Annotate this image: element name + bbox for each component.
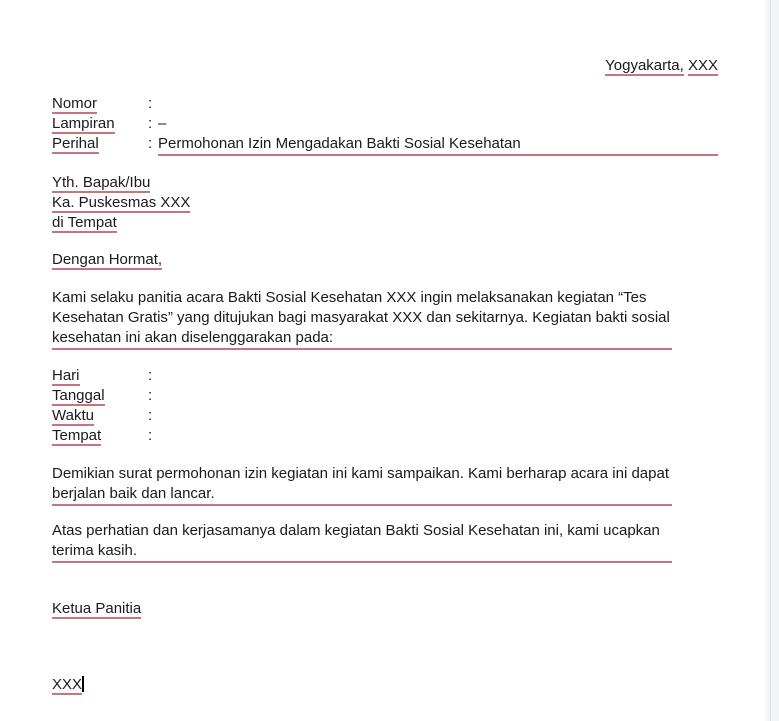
reference-label-perihal: Perihal — [52, 135, 99, 152]
addressee-block[interactable] — [52, 173, 718, 233]
date-line[interactable] — [52, 56, 718, 76]
addressee-line-2-text: Ka. Puskesmas XXX — [52, 194, 191, 211]
detail-separator-waktu: : — [148, 407, 153, 424]
detail-separator-tempat: : — [148, 427, 153, 444]
detail-row-hari[interactable] — [52, 366, 718, 386]
reference-separator-perihal: : — [148, 135, 153, 152]
salutation-text: Dengan Hormat, — [52, 251, 163, 268]
date-line-city: Yogyakarta, — [605, 57, 684, 74]
page-right-edge — [762, 0, 770, 721]
body-paragraph-block[interactable] — [52, 288, 675, 350]
date-line-date: XXX — [687, 57, 718, 74]
detail-separator-tanggal: : — [148, 387, 153, 404]
salutation-block[interactable] — [52, 250, 718, 270]
detail-separator-hari: : — [148, 367, 153, 384]
signature-name-block[interactable] — [52, 675, 718, 695]
reference-row-perihal[interactable] — [52, 134, 718, 156]
signature-title-block[interactable] — [52, 599, 718, 619]
closing-paragraph-1-block[interactable] — [52, 464, 672, 506]
addressee-line-2[interactable] — [52, 193, 718, 213]
addressee-line-3[interactable] — [52, 213, 718, 233]
detail-label-tanggal: Tanggal — [52, 387, 105, 404]
reference-value-perihal[interactable]: Permohonan Izin Mengadakan Bakti Sosial Kesehatan — [158, 134, 718, 156]
detail-row-tempat[interactable] — [52, 426, 718, 446]
detail-value-waktu[interactable] — [158, 406, 718, 426]
detail-row-waktu[interactable] — [52, 406, 718, 426]
signature-name-text: XXX — [52, 676, 83, 693]
addressee-line-1[interactable] — [52, 173, 718, 193]
reference-label-nomor: Nomor — [52, 95, 98, 112]
detail-value-hari[interactable] — [158, 366, 718, 386]
reference-row-lampiran[interactable] — [52, 114, 718, 134]
addressee-line-3-text: di Tempat — [52, 214, 117, 231]
reference-separator-nomor: : — [148, 95, 153, 112]
reference-label-lampiran: Lampiran — [52, 115, 115, 132]
signature-title-line[interactable] — [52, 599, 718, 619]
event-details-block[interactable] — [52, 366, 718, 446]
detail-label-hari: Hari — [52, 367, 80, 384]
body-paragraph[interactable]: Kami selaku panitia acara Bakti Sosial Kesehatan XXX ingin melaksanakan kegiatan “Tes Kesehatan Gratis” yang ditujukan bagi masyarakat XXX dan sekitarnya. Kegiatan bakti sosial kesehatan ini akan diselenggarakan pada: — [52, 288, 672, 350]
reference-separator-lampiran: : — [148, 115, 153, 132]
reference-block[interactable] — [52, 94, 718, 156]
text-caret — [82, 676, 84, 692]
signature-name-line[interactable] — [52, 675, 718, 695]
reference-row-nomor[interactable] — [52, 94, 718, 114]
detail-label-tempat: Tempat — [52, 427, 102, 444]
detail-label-waktu: Waktu — [52, 407, 94, 424]
closing-paragraph-2-block[interactable] — [52, 521, 672, 563]
addressee-line-1-text: Yth. Bapak/Ibu — [52, 174, 151, 191]
reference-value-nomor[interactable] — [158, 94, 718, 114]
reference-value-lampiran[interactable]: – — [158, 115, 167, 132]
detail-value-tanggal[interactable] — [158, 386, 718, 406]
closing-paragraph-2[interactable]: Atas perhatian dan kerjasamanya dalam kegiatan Bakti Sosial Kesehatan ini, kami ucapkan terima kasih. — [52, 521, 672, 563]
salutation-line[interactable] — [52, 250, 718, 270]
detail-row-tanggal[interactable] — [52, 386, 718, 406]
signature-title-text: Ketua Panitia — [52, 600, 142, 617]
detail-value-tempat[interactable] — [158, 426, 718, 446]
closing-paragraph-1[interactable]: Demikian surat permohonan izin kegiatan ini kami sampaikan. Kami berharap acara ini dapat berjalan baik dan lancar. — [52, 464, 672, 506]
